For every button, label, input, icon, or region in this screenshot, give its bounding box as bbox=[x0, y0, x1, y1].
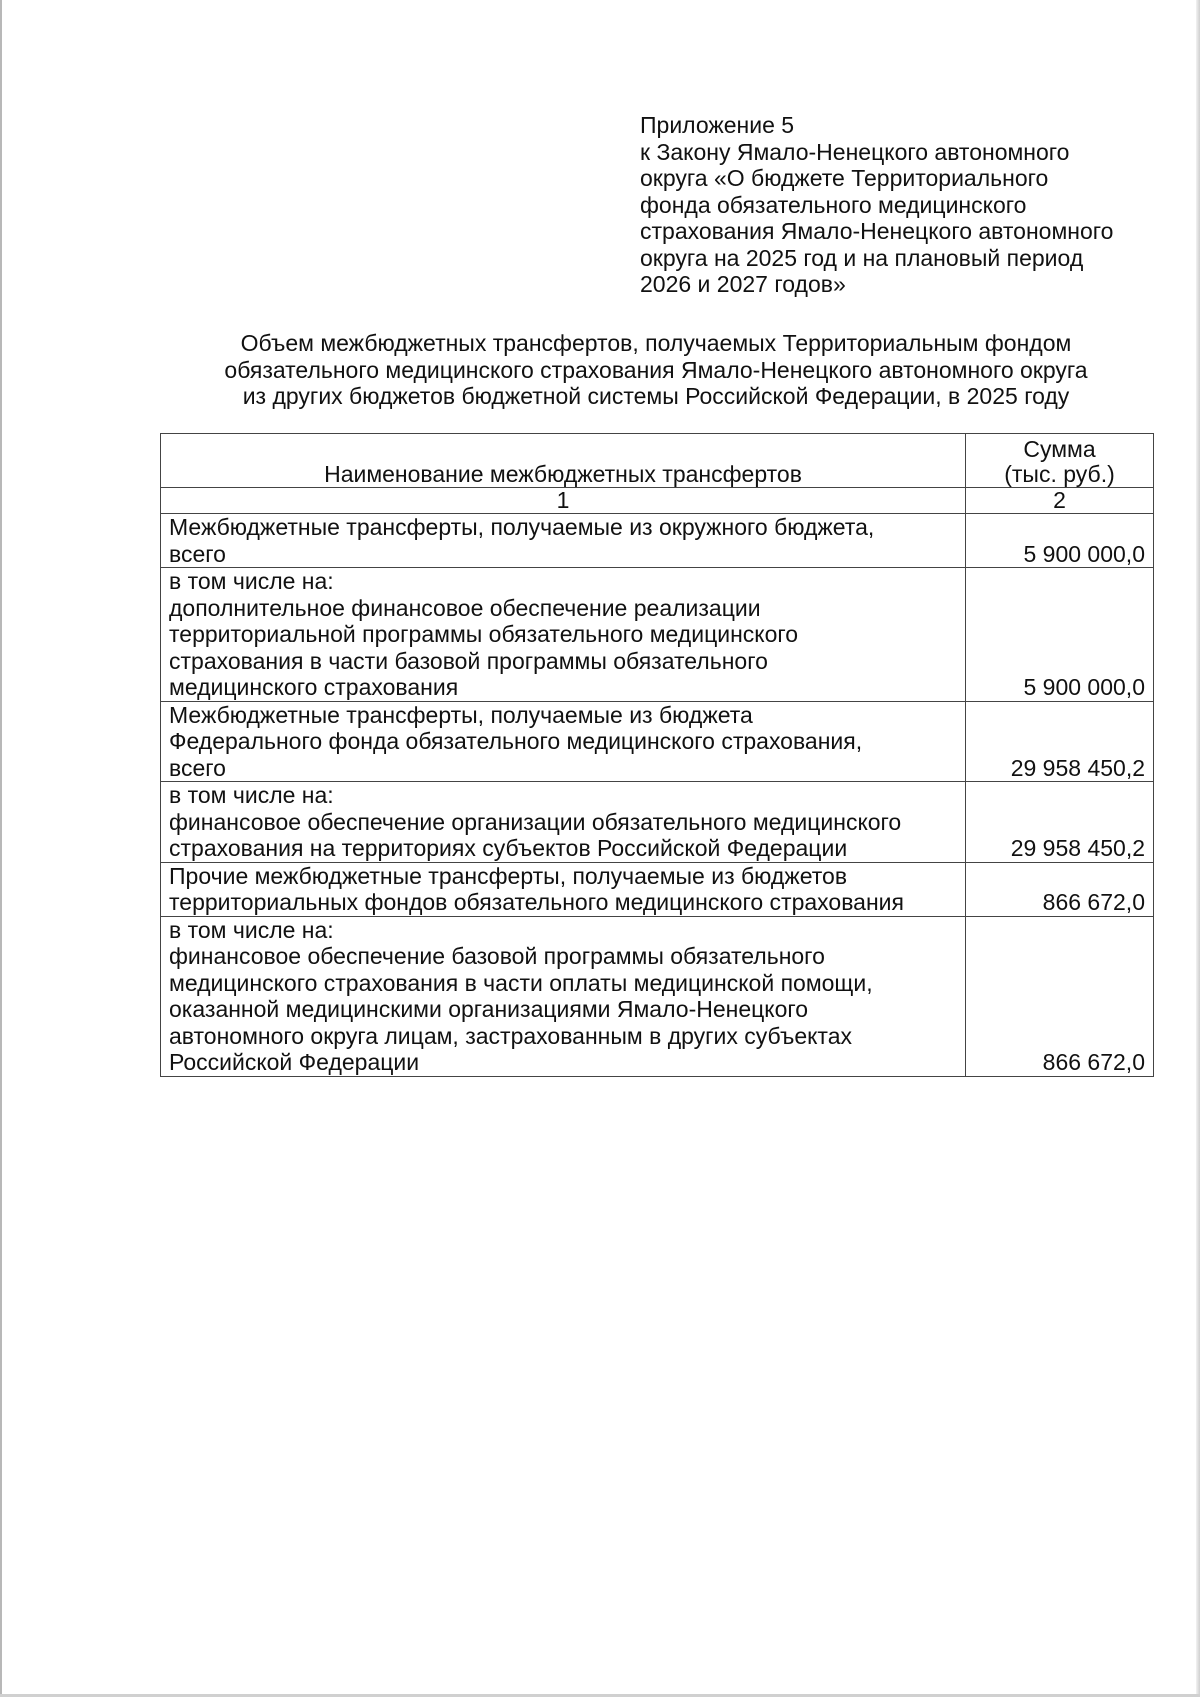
transfer-name-cell bbox=[161, 701, 966, 782]
transfer-name-line: Межбюджетные трансферты, получаемые из бюджета bbox=[169, 701, 753, 728]
appendix-note bbox=[640, 112, 1160, 298]
header-name-label: Наименование межбюджетных трансфертов bbox=[324, 460, 802, 487]
column-number-cell: 1 bbox=[161, 488, 966, 514]
transfer-name-line: всего bbox=[169, 540, 226, 567]
table-row bbox=[161, 568, 1154, 702]
appendix-line: страхования Ямало-Ненецкого автономного bbox=[640, 218, 1114, 244]
transfer-name-line: дополнительное финансовое обеспечение реализации bbox=[169, 594, 761, 621]
transfer-name-line: автономного округа лицам, застрахованным в других субъектах bbox=[169, 1022, 853, 1049]
transfer-name-cell bbox=[161, 782, 966, 863]
table-row bbox=[161, 782, 1154, 863]
transfer-name-line: Российской Федерации bbox=[169, 1049, 420, 1075]
table-row bbox=[161, 514, 1154, 568]
transfer-amount-cell: 29 958 450,2 bbox=[966, 701, 1154, 782]
column-number-row bbox=[161, 488, 1154, 514]
transfer-name-line: финансовое обеспечение организации обязательного медицинского bbox=[169, 808, 902, 835]
transfer-name-line: в том числе на: bbox=[169, 916, 334, 943]
scan-edge-right bbox=[1196, 0, 1200, 1697]
transfer-amount-cell: 866 672,0 bbox=[966, 862, 1154, 916]
transfer-name-line: страхования в части базовой программы обязательного bbox=[169, 647, 768, 674]
transfer-name-line: медицинского страхования bbox=[169, 674, 459, 700]
transfer-name-line: территориальных фондов обязательного медицинского страхования bbox=[169, 889, 904, 915]
header-sum-cell bbox=[966, 434, 1154, 488]
table-row bbox=[161, 862, 1154, 916]
scan-edge-left bbox=[0, 0, 2, 1697]
appendix-line: к Закону Ямало-Ненецкого автономного bbox=[640, 138, 1070, 165]
appendix-line: Приложение 5 bbox=[640, 112, 795, 138]
appendix-line: 2026 и 2027 годов» bbox=[640, 271, 846, 297]
appendix-line: округа на 2025 год и на плановый период bbox=[640, 244, 1084, 271]
transfer-amount-cell: 866 672,0 bbox=[966, 916, 1154, 1076]
document-title bbox=[160, 330, 1152, 410]
title-line: Объем межбюджетных трансфертов, получаемых Территориальным фондом bbox=[240, 330, 1072, 356]
transfer-name-line: финансовое обеспечение базовой программы обязательного bbox=[169, 943, 825, 969]
transfer-name-cell bbox=[161, 916, 966, 1076]
transfer-name-line: страхования на территориях субъектов Российской Федерации bbox=[169, 835, 848, 861]
transfer-name-line: в том числе на: bbox=[169, 782, 334, 808]
transfer-name-line: Прочие межбюджетные трансферты, получаемые из бюджетов bbox=[169, 862, 848, 889]
transfer-amount-cell: 29 958 450,2 bbox=[966, 782, 1154, 863]
transfer-name-line: в том числе на: bbox=[169, 568, 334, 594]
appendix-line: фонда обязательного медицинского bbox=[640, 191, 1027, 218]
header-name-cell bbox=[161, 434, 966, 488]
transfer-name-line: Федерального фонда обязательного медицинского страхования, bbox=[169, 728, 863, 754]
transfer-name-cell bbox=[161, 862, 966, 916]
title-line: обязательного медицинского страхования Ямало-Ненецкого автономного округа bbox=[224, 356, 1088, 383]
transfer-amount-cell: 5 900 000,0 bbox=[966, 568, 1154, 702]
title-line: из других бюджетов бюджетной системы Российской Федерации, в 2025 году bbox=[242, 383, 1070, 409]
header-sum-unit: (тыс. руб.) bbox=[1004, 461, 1115, 487]
transfer-name-line: оказанной медицинскими организациями Ямало-Ненецкого bbox=[169, 996, 809, 1022]
transfer-name-line: всего bbox=[169, 754, 226, 781]
transfer-amount-cell: 5 900 000,0 bbox=[966, 514, 1154, 568]
appendix-line: округа «О бюджете Территориального bbox=[640, 165, 1049, 191]
table-row bbox=[161, 701, 1154, 782]
header-sum-label: Сумма bbox=[1023, 436, 1096, 462]
transfer-name-line: медицинского страхования в части оплаты медицинской помощи, bbox=[169, 969, 873, 996]
table-row bbox=[161, 916, 1154, 1076]
transfer-name-cell bbox=[161, 514, 966, 568]
transfer-name-line: Межбюджетные трансферты, получаемые из окружного бюджета, bbox=[169, 514, 875, 540]
transfer-name-cell bbox=[161, 568, 966, 702]
column-number-cell: 2 bbox=[966, 488, 1154, 514]
transfers-table bbox=[160, 433, 1154, 1077]
table-header-row bbox=[161, 434, 1154, 488]
transfer-name-line: территориальной программы обязательного медицинского bbox=[169, 621, 799, 647]
